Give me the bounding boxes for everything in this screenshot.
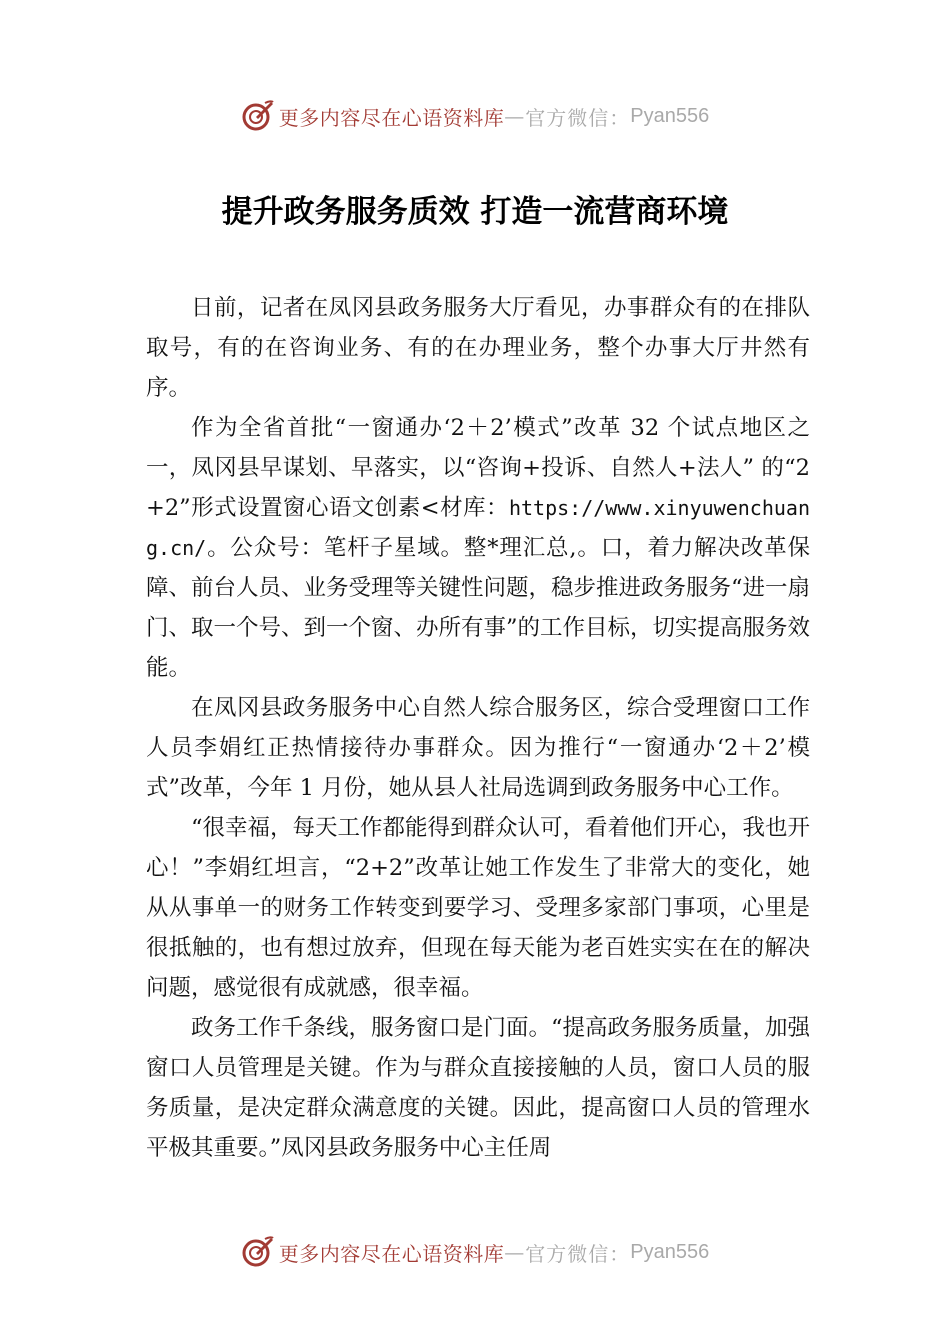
- footer-wechat-label: 官方微信：: [525, 1241, 631, 1266]
- paragraph-5: 政务工作千条线，服务窗口是门面。“提高政务服务质量，加强窗口人员管理是关键。作为与群众直接接触的人员，窗口人员的服务质量，是决定群众满意度的关键。因此，提高窗口人员的管理水平极其重要。”凤冈县政务服务中心主任周: [146, 1015, 811, 1161]
- page-title: 提升政务服务质效 打造一流营商环境: [221, 194, 729, 230]
- source-url-link[interactable]: https://www.xinyuwenchuang.cn/: [146, 496, 810, 560]
- article-body: [146, 288, 810, 1168]
- footer-dash: —: [504, 1240, 526, 1264]
- quill-seal-logo-icon: [241, 99, 275, 133]
- paragraph-2: [146, 408, 810, 688]
- footer-wechat-id: Pyan556: [630, 1240, 710, 1263]
- paragraph-2-part-2: 。公众号：笔杆子星域。整*理汇总,。口，着力解决改革保障、前台人员、业务受理等关键性问题，稳步推进政务服务“进一扇门、取一个号、到一个窗、办所有事”的工作目标，切实提高服务效能。: [146, 535, 811, 681]
- footer-brand-text: 更多内容尽在心语资料库: [278, 1241, 505, 1266]
- banner-wechat-label: 官方微信：: [525, 105, 631, 130]
- paragraph-3: 在凤冈县政务服务中心自然人综合服务区，综合受理窗口工作人员李娟红正热情接待办事群众。因为推行“一窗通办‘2＋2’模式”改革，今年 1 月份，她从县人社局选调到政务服务中心工作。: [146, 695, 810, 801]
- header-banner: [0, 96, 950, 136]
- banner-wechat-id: Pyan556: [630, 104, 710, 127]
- quill-seal-logo-icon: [241, 1235, 275, 1269]
- paragraph-2-part-1: 作为全省首批“一窗通办‘2＋2’模式”改革 32 个试点地区之一，凤冈县早谋划、早落实，以“咨询+投诉、自然人+法人” 的“2+2”形式设置窗心语文创素<材库：: [146, 415, 810, 521]
- paragraph-4: “很幸福，每天工作都能得到群众认可，看着他们开心，我也开心！”李娟红坦言，“2+2”改革让她工作发生了非常大的变化，她从从事单一的财务工作转变到要学习、受理多家部门事项，心里是很抵触的，也有想过放弃，但现在每天能为老百姓实实在在的解决问题，感觉很有成就感，很幸福。: [146, 815, 811, 1001]
- paragraph-1: 日前，记者在凤冈县政务服务大厅看见，办事群众有的在排队取号，有的在咨询业务、有的在办理业务，整个办事大厅井然有序。: [146, 295, 810, 401]
- banner-brand-text: 更多内容尽在心语资料库: [278, 105, 505, 130]
- footer-banner: [0, 1232, 950, 1272]
- banner-dash: —: [504, 104, 526, 128]
